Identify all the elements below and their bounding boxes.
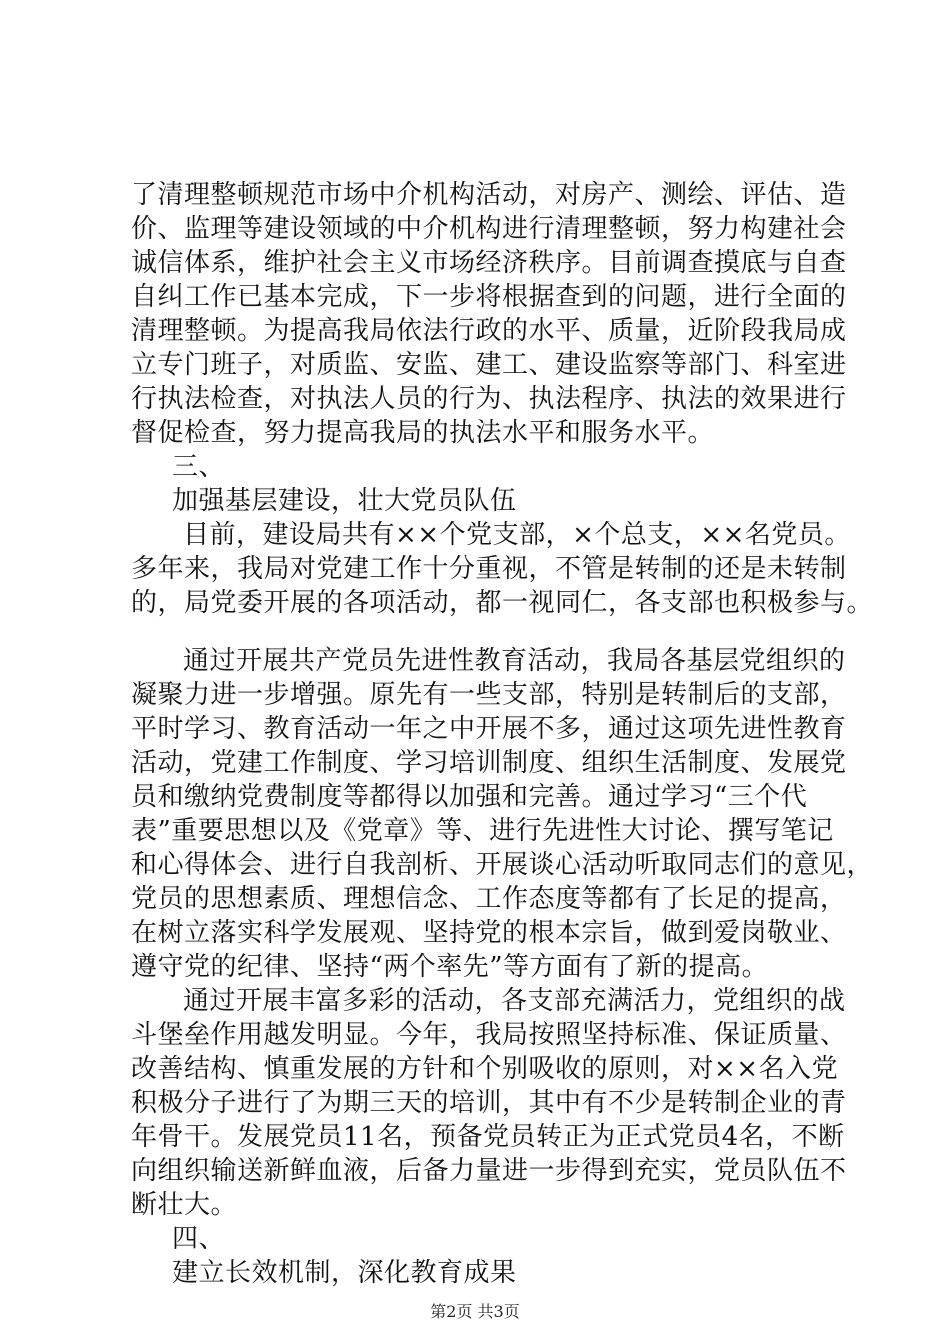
text-line: 目前，建设局共有××个党支部，×个总支，××名党员。 <box>183 520 851 550</box>
text-line: 自纠工作已基本完成，下一步将根据查到的问题，进行全面的 <box>131 282 847 312</box>
text-line: 年骨干。发展党员11名，预备党员转正为正式党员4名，不断 <box>131 1122 845 1152</box>
text-line: 清理整顿。为提高我局依法行政的水平、质量，近阶段我局成 <box>131 316 847 346</box>
section-heading: 加强基层建设，壮大党员队伍 <box>172 486 517 516</box>
text-line: 积极分子进行了为期三天的培训，其中有不少是转制企业的青 <box>131 1088 847 1118</box>
section-number: 三、 <box>172 452 226 482</box>
text-line: 诚信体系，维护社会主义市场经济秩序。目前调查摸底与自查 <box>131 248 847 278</box>
text-line: 通过开展共产党员先进性教育活动，我局各基层党组织的 <box>183 646 846 676</box>
text-line: 表”重要思想以及《党章》等、进行先进性大讨论、撰写笔记 <box>131 816 834 846</box>
text-line: 改善结构、慎重发展的方针和个别吸收的原则，对××名入党 <box>131 1054 839 1084</box>
text-line: 通过开展丰富多彩的活动，各支部充满活力，党组织的战 <box>183 986 846 1016</box>
text-line: 员和缴纳党费制度等都得以加强和完善。通过学习“三个代 <box>131 782 808 812</box>
text-line: 价、监理等建设领域的中介机构进行清理整顿，努力构建社会 <box>131 214 847 244</box>
text-line: 凝聚力进一步增强。原先有一些支部，特别是转制后的支部， <box>131 680 847 710</box>
text-line: 党员的思想素质、理想信念、工作态度等都有了长足的提高， <box>131 884 847 914</box>
text-line: 活动，党建工作制度、学习培训制度、组织生活制度、发展党 <box>131 748 847 778</box>
text-line: 督促检查，努力提高我局的执法水平和服务水平。 <box>131 418 715 448</box>
text-line: 行执法检查，对执法人员的行为、执法程序、执法的效果进行 <box>131 384 847 414</box>
text-line: 断壮大。 <box>131 1190 238 1220</box>
text-line: 向组织输送新鲜血液，后备力量进一步得到充实，党员队伍不 <box>131 1156 847 1186</box>
text-line: 遵守党的纪律、坚持“两个率先”等方面有了新的提高。 <box>131 952 769 982</box>
section-heading: 建立长效机制，深化教育成果 <box>172 1258 517 1288</box>
text-line: 立专门班子，对质监、安监、建工、建设监察等部门、科室进 <box>131 350 847 380</box>
page-footer: 第2页 共3页 <box>430 1302 520 1321</box>
text-line: 平时学习、教育活动一年之中开展不多，通过这项先进性教育 <box>131 714 847 744</box>
text-line: 的，局党委开展的各项活动，都一视同仁，各支部也积极参与。 <box>131 588 874 618</box>
text-line: 了清理整顿规范市场中介机构活动，对房产、测绘、评估、造 <box>131 180 847 210</box>
text-line: 和心得体会、进行自我剖析、开展谈心活动听取同志们的意见， <box>131 850 874 880</box>
text-line: 多年来，我局对党建工作十分重视，不管是转制的还是未转制 <box>131 554 847 584</box>
text-line: 在树立落实科学发展观、坚持党的根本宗旨，做到爱岗敬业、 <box>131 918 847 948</box>
section-number: 四、 <box>172 1224 226 1254</box>
text-line: 斗堡垒作用越发明显。今年，我局按照坚持标准、保证质量、 <box>131 1020 847 1050</box>
